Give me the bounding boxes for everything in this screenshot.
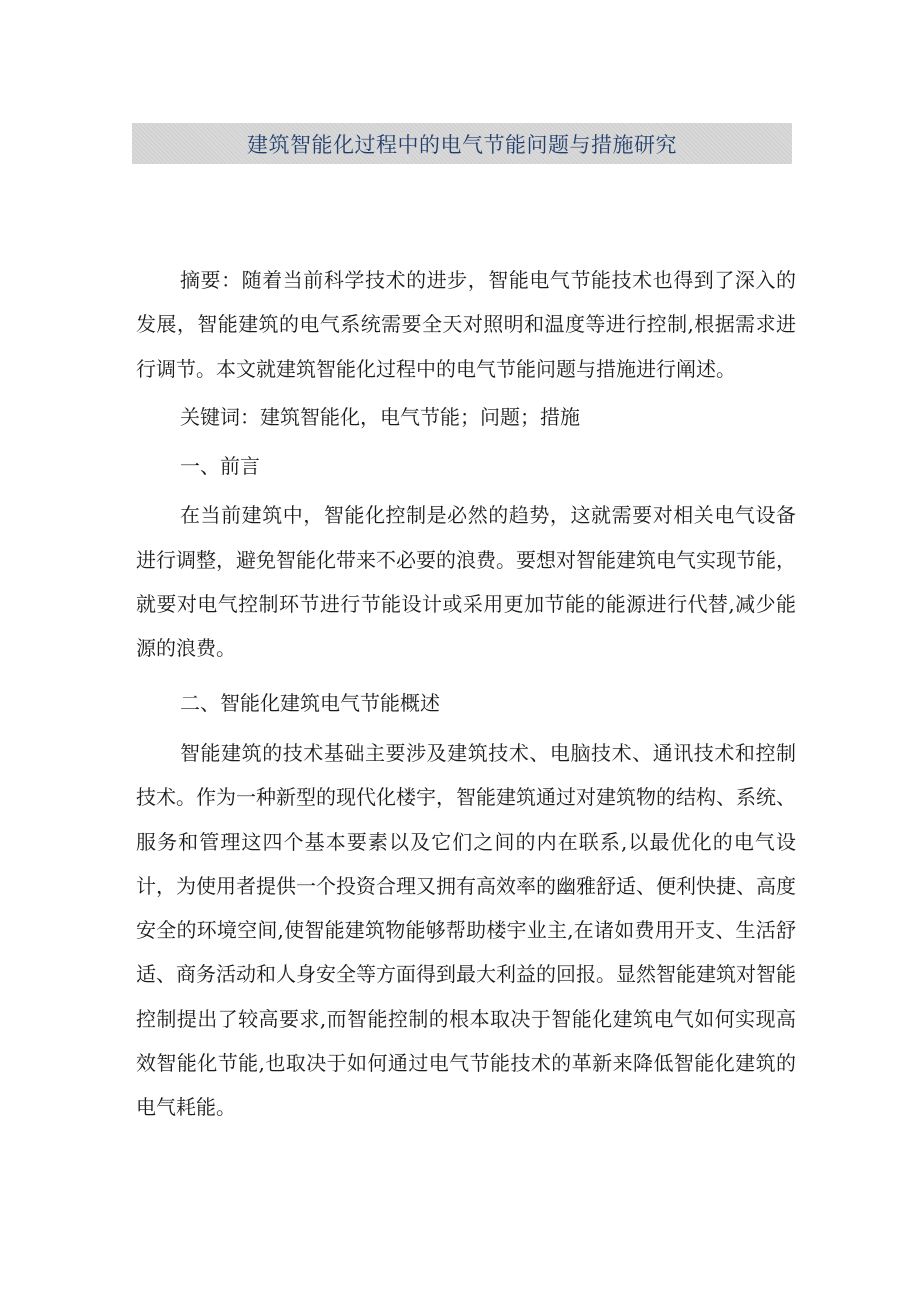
overview-paragraph: 智能建筑的技术基础主要涉及建筑技术、电脑技术、通讯技术和控制技术。作为一种新型的现代化楼宇，智能建筑通过对建筑物的结构、系统、服务和管理这四个基本要素以及它们之间的内在联系,以最优化的电气设计，为使用者提供一个投资合理又拥有高效率的幽雅舒适、便利快捷、高度安全的环境空间,使智能建筑物能够帮助楼宇业主,在诸如费用开支、生活舒适、商务活动和人身安全等方面得到最大利益的回报。显然智能建筑对智能控制提出了较高要求,而智能控制的根本取决于智能化建筑电气如何实现高效智能化节能,也取决于如何通过电气节能技术的革新来降低智能化建筑的电气耗能。 (136, 740, 796, 1120)
section-heading-preface: 一、前言 (180, 454, 260, 479)
title-banner (132, 123, 792, 164)
preface-paragraph: 在当前建筑中，智能化控制是必然的趋势，这就需要对相关电气设备进行调整，避免智能化带来不必要的浪费。要想对智能建筑电气实现节能，就要对电气控制环节进行节能设计或采用更加节能的能源进行代替,减少能源的浪费。 (136, 503, 796, 661)
document-title: 建筑智能化过程中的电气节能问题与措施研究 (247, 132, 677, 157)
section-heading-overview: 二、智能化建筑电气节能概述 (180, 690, 440, 715)
keywords-line: 关键词：建筑智能化，电气节能；问题；措施 (180, 404, 580, 429)
abstract-paragraph: 摘要：随着当前科学技术的进步，智能电气节能技术也得到了深入的发展，智能建筑的电气系统需要全天对照明和温度等进行控制,根据需求进行调节。本文就建筑智能化过程中的电气节能问题与措施进行阐述。 (136, 268, 796, 381)
document-body (136, 258, 796, 1130)
